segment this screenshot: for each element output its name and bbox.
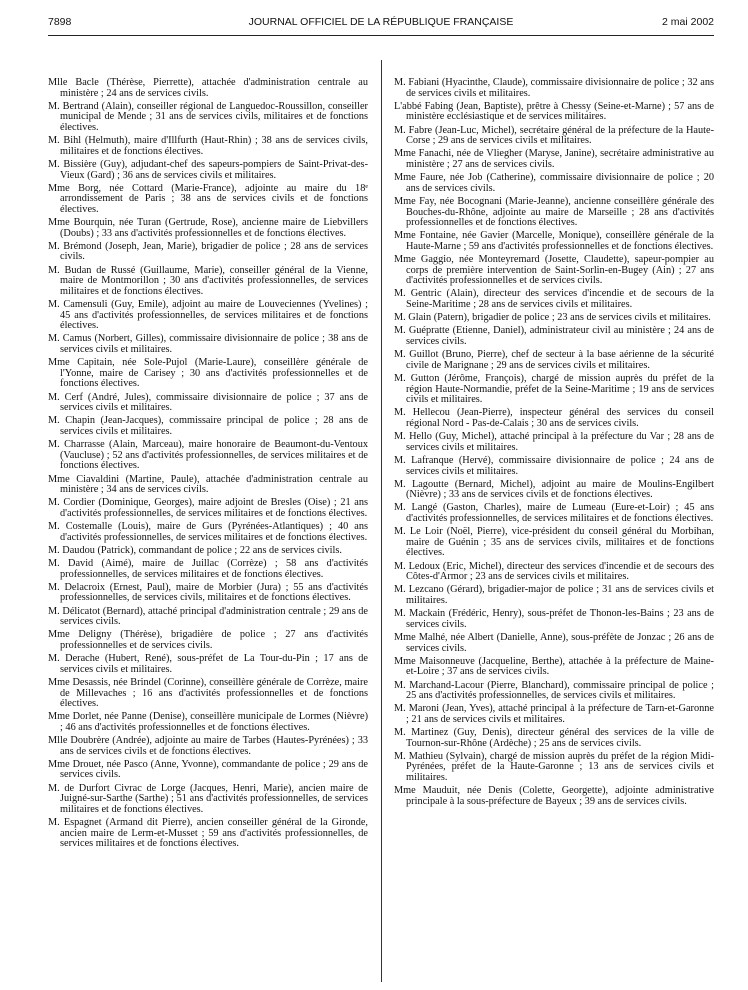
nomination-entry: M. Budan de Russé (Guillaume, Marie), conseiller général de la Vienne, maire de Montmorillon ; 30 ans d'activités professionnelles, de services militaires et de fonctions électives. <box>48 264 368 297</box>
nomination-entry: Mme Bourquin, née Turan (Gertrude, Rose), ancienne maire de Liebvillers (Doubs) ; 33 ans d'activités professionnelles et de fonctions électives. <box>48 217 368 239</box>
nomination-entry: Mme Faure, née Job (Catherine), commissaire divisionnaire de police ; 20 ans de services civils. <box>394 172 714 194</box>
nomination-entry: Mme Deligny (Thérèse), brigadière de police ; 27 ans d'activités professionnelles et de services civils. <box>48 629 368 651</box>
nomination-entry: M. Martinez (Guy, Denis), directeur général des services de la ville de Tournon-sur-Rhône (Ardèche) ; 25 ans de services civils. <box>394 727 714 749</box>
nomination-entry: M. Brémond (Joseph, Jean, Marie), brigadier de police ; 28 ans de services civils. <box>48 240 368 263</box>
nomination-entry: Mme Fontaine, née Gavier (Marcelle, Monique), conseillère générale de la Haute-Marne ; 59 ans d'activités professionnelles et de fonctions électives. <box>394 230 714 252</box>
header-rule <box>48 35 714 36</box>
two-column-body <box>48 78 714 986</box>
nomination-entry: Mme Desassis, née Brindel (Corinne), conseillère générale de Corrèze, maire de Millevaches ; 16 ans d'activités professionnelles et de fonctions électives. <box>48 676 368 710</box>
nomination-entry: M. Charrasse (Alain, Marceau), maire honoraire de Beaumont-du-Ventoux (Vaucluse) ; 52 ans d'activités professionnelles, de services militaires et de fonctions électives. <box>48 439 368 472</box>
right-column <box>394 78 714 986</box>
issue-date: 2 mai 2002 <box>662 16 714 28</box>
nomination-entry: M. Mathieu (Sylvain), chargé de mission auprès du préfet de la région Midi-Pyrénées, préfet de la Haute-Garonne ; 13 ans de services civils et militaires. <box>394 750 714 784</box>
nomination-entry: M. Marchand-Lacour (Pierre, Blanchard), commissaire principal de police ; 25 ans d'activités professionnelles, de services civils et militaires. <box>394 679 714 702</box>
nomination-entry: M. Gentric (Alain), directeur des services d'incendie et de secours de la Seine-Maritime ; 28 ans de services civils et militaires. <box>394 288 714 311</box>
nomination-entry: M. Cerf (André, Jules), commissaire divisionnaire de police ; 37 ans de services civils et militaires. <box>48 391 368 414</box>
page-number: 7898 <box>48 16 72 28</box>
nomination-entry: M. Camus (Norbert, Gilles), commissaire divisionnaire de police ; 38 ans de services civils et militaires. <box>48 333 368 355</box>
nomination-entry: M. Daudou (Patrick), commandant de police ; 22 ans de services civils. <box>48 544 342 556</box>
nomination-entry: M. Lezcano (Gérard), brigadier-major de police ; 31 ans de services civils et militaires. <box>394 584 714 606</box>
nomination-entry: M. Camensuli (Guy, Emile), adjoint au maire de Louveciennes (Yvelines) ; 45 ans d'activités professionnelles, de services militaires et de fonctions électives. <box>48 299 368 332</box>
running-head <box>48 14 714 30</box>
nomination-entry: M. Hello (Guy, Michel), attaché principal à la préfecture du Var ; 28 ans de services civils et militaires. <box>394 431 714 453</box>
nomination-entry: M. Hellecou (Jean-Pierre), inspecteur général des services du conseil régional Nord - Pas-de-Calais ; 30 ans de services civils. <box>394 407 714 429</box>
nomination-entry: M. Cordier (Dominique, Georges), maire adjoint de Bresles (Oise) ; 21 ans d'activités professionnelles, de services militaires et de fonctions électives. <box>48 497 368 519</box>
nomination-entry: M. David (Aimé), maire de Juillac (Corrèze) ; 58 ans d'activités professionnelles, de services militaires et de fonctions électives. <box>48 558 368 580</box>
nomination-entry: L'abbé Fabing (Jean, Baptiste), prêtre à Chessy (Seine-et-Marne) ; 57 ans de ministère ecclésiastique et de services militaires. <box>394 100 714 123</box>
nomination-entry: Mme Capitain, née Sole-Pujol (Marie-Laure), conseillère générale de l'Yonne, maire de Carisey ; 30 ans d'activités professionnelles et de fonctions électives. <box>48 357 368 390</box>
nomination-entry: M. Ledoux (Eric, Michel), directeur des services d'incendie et de secours des Côtes-d'Armor ; 23 ans de services civils et militaires. <box>394 560 714 583</box>
nomination-entry: Mme Maisonneuve (Jacqueline, Berthe), attachée à la préfecture de Maine-et-Loire ; 37 ans de services civils. <box>394 655 714 678</box>
nomination-entry: M. Lafranque (Hervé), commissaire divisionnaire de police ; 24 ans de services civils et militaires. <box>394 454 714 477</box>
nomination-entry: M. Derache (Hubert, René), sous-préfet de La Tour-du-Pin ; 17 ans de services civils et militaires. <box>48 653 368 675</box>
nomination-entry: M. Fabre (Jean-Luc, Michel), secrétaire général de la préfecture de la Haute-Corse ; 29 ans de services civils et militaires. <box>394 124 714 147</box>
nomination-entry: Mme Dorlet, née Panne (Denise), conseillère municipale de Lormes (Nièvre) ; 46 ans d'activités professionnelles et de fonctions électives. <box>48 711 368 733</box>
nomination-entry: M. Mackain (Frédéric, Henry), sous-préfet de Thonon-les-Bains ; 23 ans de services civils. <box>394 608 714 630</box>
nomination-entry: Mme Gaggio, née Monteyremard (Josette, Claudette), sapeur-pompier au corps de première intervention de Saint-Sorlin-en-Bugey (Ain) ; 27 ans d'activités professionnelles et de services civils. <box>394 254 714 287</box>
nomination-entry: Mme Fay, née Bocognani (Marie-Jeanne), ancienne conseillère générale des Bouches-du-Rhône, adjointe au maire de Marseille ; 28 ans d'activités professionnelles et de fonctions électives. <box>394 195 714 229</box>
nomination-entry: M. Le Loir (Noël, Pierre), vice-président du conseil général du Morbihan, maire de Guénin ; 35 ans de services civils, militaires et de fonctions électives. <box>394 526 714 559</box>
nomination-entry: M. Gutton (Jérôme, François), chargé de mission auprès du préfet de la région Haute-Normandie, préfet de la Seine-Maritime ; 19 ans de services civils et militaires. <box>394 372 714 406</box>
nomination-entry: M. Guillot (Bruno, Pierre), chef de secteur à la base aérienne de la sécurité civile de Marignane ; 29 ans de services civils et militaires. <box>394 349 714 371</box>
nomination-entry: Mlle Bacle (Thérèse, Pierrette), attachée d'administration centrale au ministère ; 24 ans de services civils. <box>48 77 368 99</box>
nomination-entry: Mme Drouet, née Pasco (Anne, Yvonne), commandante de police ; 29 ans de services civils. <box>48 758 368 781</box>
nomination-entry: M. Délicatot (Bernard), attaché principal d'administration centrale ; 29 ans de services civils. <box>48 605 368 628</box>
nomination-entry: M. Guépratte (Etienne, Daniel), administrateur civil au ministère ; 24 ans de services civils. <box>394 325 714 347</box>
journal-title: JOURNAL OFFICIEL DE LA RÉPUBLIQUE FRANÇAISE <box>248 16 514 28</box>
nomination-entry: M. Bihl (Helmuth), maire d'Illfurth (Haut-Rhin) ; 38 ans de services civils, militaires et de fonctions électives. <box>48 135 368 157</box>
nomination-entry: M. Glain (Patern), brigadier de police ; 23 ans de services civils et militaires. <box>394 312 711 324</box>
nomination-entry: M. Bertrand (Alain), conseiller régional de Languedoc-Roussillon, conseiller municipal de Mende ; 31 ans de services civils, militaires et de fonctions électives. <box>48 100 368 133</box>
nomination-entry: M. Espagnet (Armand dit Pierre), ancien conseiller général de la Gironde, ancien maire de Lerm-et-Musset ; 59 ans d'activités professionnelles, de services militaires et de fonctions électives. <box>48 817 368 850</box>
nomination-entry: M. de Durfort Civrac de Lorge (Jacques, Henri, Marie), ancien maire de Juigné-sur-Sarthe (Sarthe) ; 51 ans d'activités professionnelles, de services militaires et de fonctions électives. <box>48 782 368 815</box>
nomination-entry: Mme Mauduit, née Denis (Colette, Georgette), adjointe administrative principale à la sous-préfecture de Bayeux ; 39 ans de services civils. <box>394 785 714 807</box>
nomination-entry: M. Lagoutte (Bernard, Michel), adjoint au maire de Moulins-Engilbert (Nièvre) ; 33 ans de services civils et de fonctions électives. <box>394 478 714 501</box>
nomination-entry: M. Chapin (Jean-Jacques), commissaire principal de police ; 28 ans de services civils et militaires. <box>48 415 368 437</box>
nomination-entry: M. Costemalle (Louis), maire de Gurs (Pyrénées-Atlantiques) ; 40 ans d'activités professionnelles, de services militaires et de fonctions électives. <box>48 521 368 543</box>
nomination-entry: M. Langé (Gaston, Charles), maire de Lumeau (Eure-et-Loir) ; 45 ans d'activités professionnelles, de services militaires et de fonctions électives. <box>394 502 714 525</box>
column-divider <box>381 60 382 982</box>
nomination-entry: Mme Malhé, née Albert (Danielle, Anne), sous-préfète de Jonzac ; 26 ans de services civils. <box>394 631 714 654</box>
nomination-entry: M. Delacroix (Ernest, Paul), maire de Morbier (Jura) ; 55 ans d'activités professionnelles, de services civils, militaires et de fonctions électives. <box>48 581 368 604</box>
nomination-entry: M. Fabiani (Hyacinthe, Claude), commissaire divisionnaire de police ; 32 ans de services civils et militaires. <box>394 77 714 99</box>
nomination-entry: M. Bissière (Guy), adjudant-chef des sapeurs-pompiers de Saint-Privat-des-Vieux (Gard) ; 36 ans de services civils et militaires. <box>48 158 368 181</box>
nomination-entry: Mme Fanachi, née de Vliegher (Maryse, Janine), secrétaire administrative au ministère ; 27 ans de services civils. <box>394 148 714 170</box>
nomination-entry: Mme Borg, née Cottard (Marie-France), adjointe au maire du 18ᵉ arrondissement de Paris ; 38 ans de services civils et de fonctions électives. <box>48 182 368 215</box>
nomination-entry: Mme Ciavaldini (Martine, Paule), attachée d'administration centrale au ministère ; 34 ans de services civils. <box>48 473 368 496</box>
left-column <box>48 78 368 986</box>
nomination-entry: Mlle Doubrère (Andrée), adjointe au maire de Tarbes (Hautes-Pyrénées) ; 33 ans de services civils et de fonctions électives. <box>48 735 368 757</box>
nomination-entry: M. Maroni (Jean, Yves), attaché principal à la préfecture de Tarn-et-Garonne ; 21 ans de services civils et militaires. <box>394 703 714 725</box>
